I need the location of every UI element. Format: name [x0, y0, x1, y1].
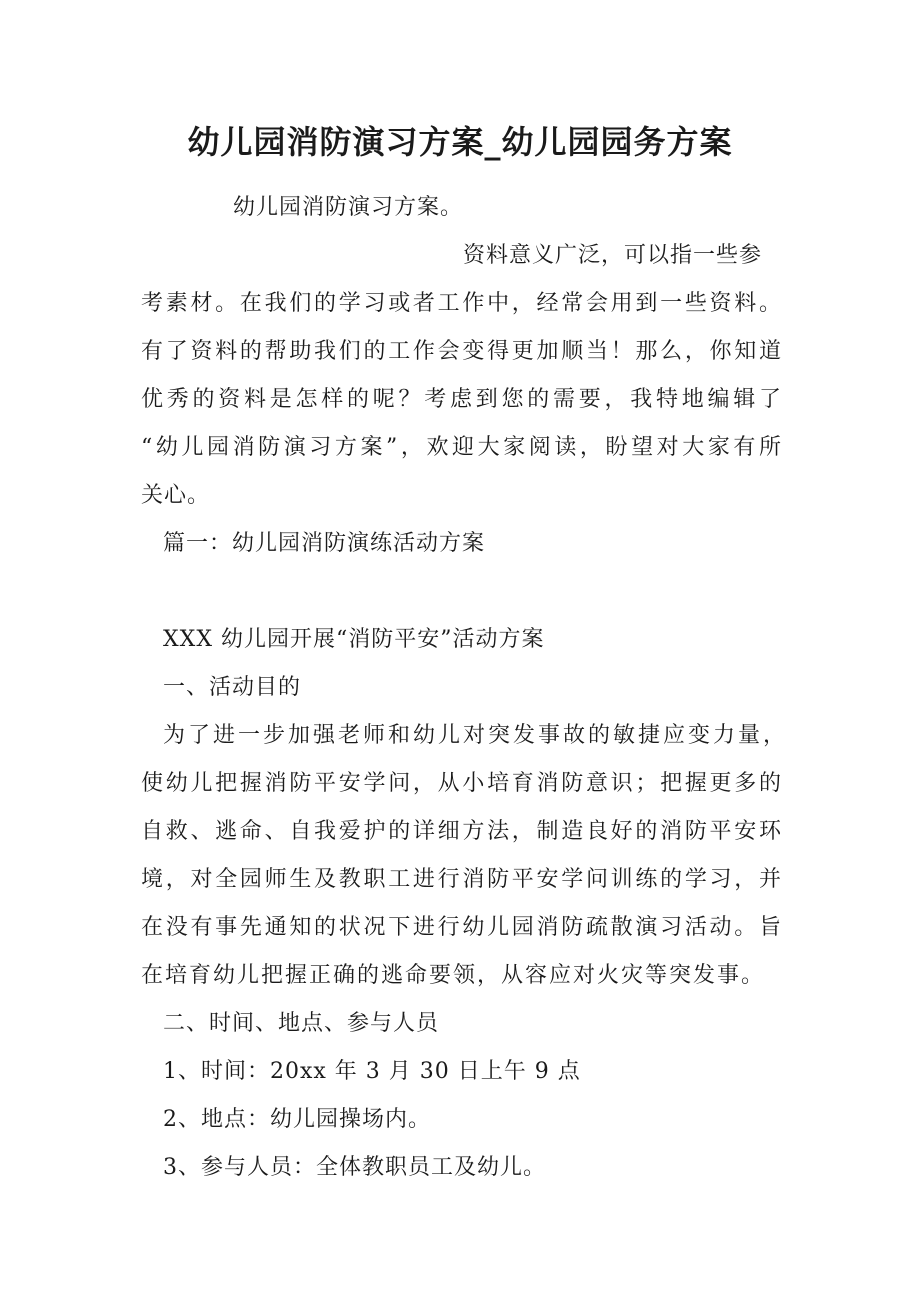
paragraph-line: 资料意义广泛，可以指一些参: [463, 243, 763, 268]
document-title: 幼儿园消防演习方案_幼儿园园务方案: [187, 123, 733, 161]
subsection-heading: 一、活动目的: [163, 675, 302, 700]
paragraph-line: 在培育幼儿把握正确的逃命要领，从容应对火灾等突发事。: [141, 963, 766, 988]
paragraph-line: 使幼儿把握消防平安学问，从小培育消防意识；把握更多的: [141, 771, 781, 796]
paragraph-line: 考素材。在我们的学习或者工作中，经常会用到一些资料。: [141, 291, 781, 316]
paragraph-line: 有了资料的帮助我们的工作会变得更加顺当！那么，你知道: [141, 339, 781, 364]
intro-heading-line: 幼儿园消防演习方案。: [233, 195, 464, 220]
paragraph-line: “幼儿园消防演习方案”，欢迎大家阅读，盼望对大家有所: [141, 435, 781, 460]
plan-title: XXX 幼儿园开展“消防平安”活动方案: [163, 627, 545, 652]
list-item: 3、参与人员：全体教职员工及幼儿。: [163, 1155, 546, 1180]
list-item: 2、地点：幼儿园操场内。: [163, 1107, 431, 1132]
list-item: 1、时间：20xx 年 3 月 30 日上午 9 点: [163, 1059, 581, 1084]
paragraph-line: 境，对全园师生及教职工进行消防平安学问训练的学习，并: [141, 867, 781, 892]
subsection-heading: 二、时间、地点、参与人员: [163, 1011, 440, 1036]
paragraph-line: 为了进一步加强老师和幼儿对突发事故的敏捷应变力量，: [163, 723, 789, 748]
paragraph-line: 关心。: [141, 483, 211, 508]
paragraph-line: 自救、逃命、自我爱护的详细方法，制造良好的消防平安环: [141, 819, 781, 844]
section-heading: 篇一：幼儿园消防演练活动方案: [163, 531, 486, 556]
paragraph-line: 优秀的资料是怎样的呢？考虑到您的需要，我特地编辑了: [141, 387, 781, 412]
paragraph-line: 在没有事先通知的状况下进行幼儿园消防疏散演习活动。旨: [141, 915, 781, 940]
